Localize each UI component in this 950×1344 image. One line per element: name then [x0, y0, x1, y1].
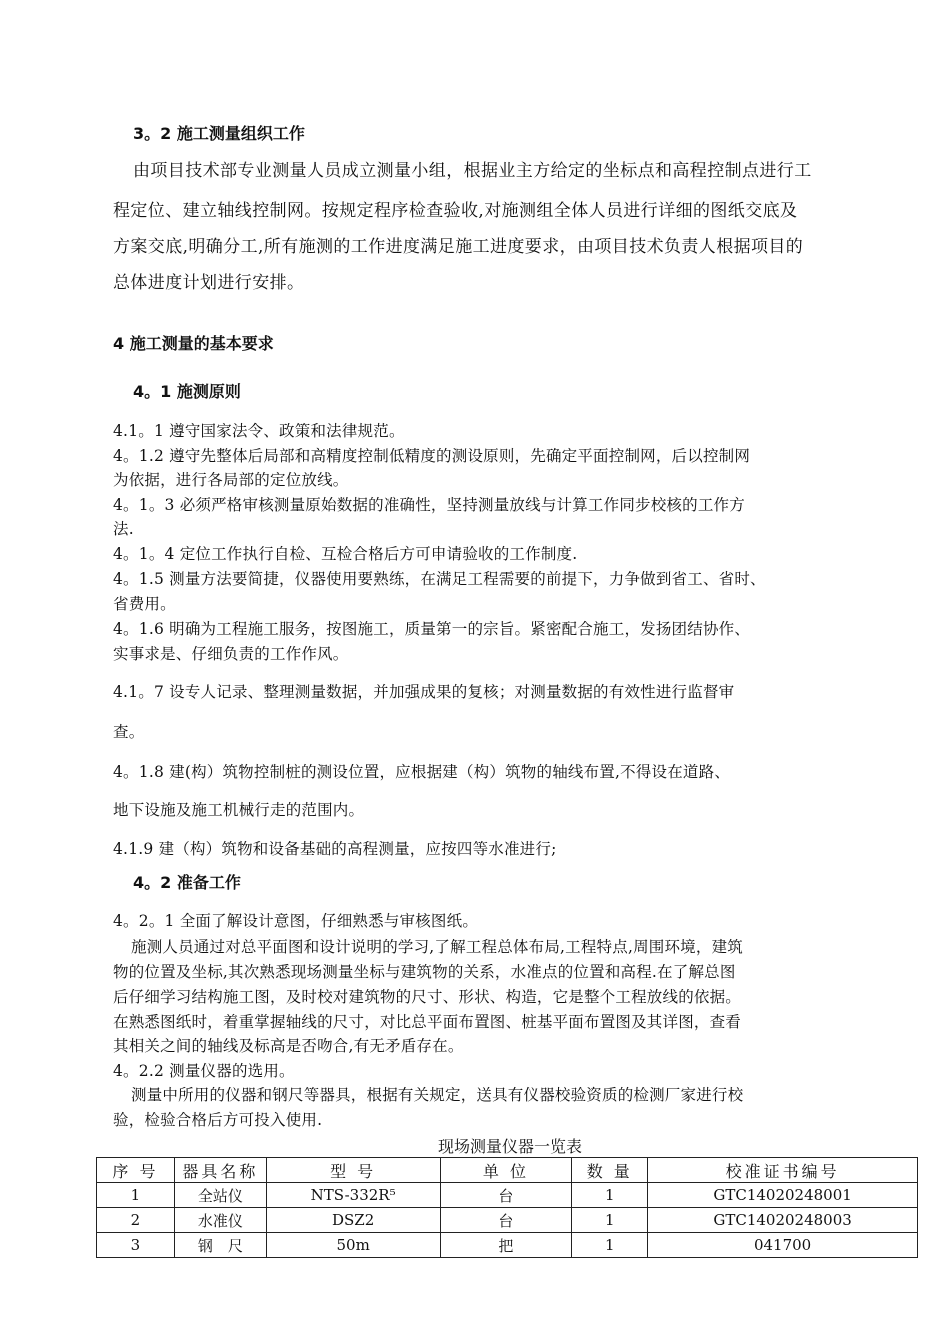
- paragraph-line: 4。1.2 遵守先整体后局部和高精度控制低精度的测设原则，先确定平面控制网，后以控制网: [113, 447, 751, 465]
- paragraph-line: 省费用。: [113, 595, 176, 613]
- section-3-2-heading: 3。2 施工测量组织工作: [133, 124, 305, 143]
- paragraph-line: 地下设施及施工机械行走的范围内。: [113, 801, 365, 819]
- paragraph-line: 在熟悉图纸时，着重掌握轴线的尺寸，对比总平面布置图、桩基平面布置图及其详图，查看: [113, 1013, 742, 1031]
- paragraph-line: 4。1.5 测量方法要简捷，仪器使用要熟练，在满足工程需要的前提下，力争做到省工、省时、: [113, 570, 766, 588]
- paragraph-line: 4。1。4 定位工作执行自检、互检合格后方可申请验收的工作制度.: [113, 545, 578, 563]
- table-cell: 台: [440, 1208, 572, 1233]
- paragraph-line: 施测人员通过对总平面图和设计说明的学习,了解工程总体布局,工程特点,周围环境，建筑: [131, 938, 743, 956]
- header-cell: 序 号: [97, 1158, 175, 1183]
- table-row: [97, 1233, 918, 1258]
- table-cell: 水准仪: [174, 1208, 266, 1233]
- paragraph-line: 验，检验合格后方可投入使用.: [113, 1111, 323, 1129]
- paragraph-line: 测量中所用的仪器和钢尺等器具，根据有关规定，送具有仪器校验资质的检测厂家进行校: [131, 1086, 744, 1104]
- table-cell: 钢 尺: [174, 1233, 266, 1258]
- paragraph-line: 法.: [113, 520, 134, 538]
- table-cell: 2: [97, 1208, 175, 1233]
- paragraph-line: 其相关之间的轴线及标高是否吻合,有无矛盾存在。: [113, 1037, 464, 1055]
- table-cell: DSZ2: [266, 1208, 440, 1233]
- paragraph-line: 查。: [113, 723, 145, 741]
- paragraph-line: 4.1。1 遵守国家法令、政策和法律规范。: [113, 422, 405, 440]
- instrument-table: [96, 1157, 918, 1258]
- table-cell: NTS-332R⁵: [266, 1183, 440, 1208]
- paragraph-line: 物的位置及坐标,其次熟悉现场测量坐标与建筑物的关系，水准点的位置和高程.在了解总图: [113, 963, 736, 981]
- section-4-heading: 4 施工测量的基本要求: [113, 334, 274, 353]
- paragraph-line: 4。2.2 测量仪器的选用。: [113, 1062, 295, 1080]
- header-cell: 数 量: [572, 1158, 648, 1183]
- paragraph-line: 4。1。3 必须严格审核测量原始数据的准确性，坚持测量放线与计算工作同步校核的工作方: [113, 496, 745, 514]
- table-cell: 1: [572, 1208, 648, 1233]
- paragraph-line: 总体进度计划进行安排。: [113, 273, 305, 293]
- paragraph-line: 实事求是、仔细负责的工作作风。: [113, 645, 349, 663]
- table-row: [97, 1183, 918, 1208]
- table-cell: 1: [572, 1233, 648, 1258]
- table-cell: 1: [97, 1183, 175, 1208]
- paragraph-line: 4.1。7 设专人记录、整理测量数据，并加强成果的复核；对测量数据的有效性进行监督审: [113, 683, 735, 701]
- table-cell: GTC14020248003: [648, 1208, 918, 1233]
- table-cell: 全站仪: [174, 1183, 266, 1208]
- table-caption: 现场测量仪器一览表: [437, 1137, 582, 1156]
- table-cell: 把: [440, 1233, 572, 1258]
- table-cell: 3: [97, 1233, 175, 1258]
- table-cell: GTC14020248001: [648, 1183, 918, 1208]
- paragraph-line: 由项目技术部专业测量人员成立测量小组，根据业主方给定的坐标点和高程控制点进行工: [133, 161, 812, 181]
- paragraph-line: 方案交底,明确分工,所有施测的工作进度满足施工进度要求，由项目技术负责人根据项目的: [113, 237, 804, 257]
- header-cell: 器具名称: [174, 1158, 266, 1183]
- paragraph-line: 4。1.8 建(构）筑物控制桩的测设位置，应根据建（构）筑物的轴线布置,不得设在道路、: [113, 763, 731, 781]
- header-cell: 单 位: [440, 1158, 572, 1183]
- header-cell: 型 号: [266, 1158, 440, 1183]
- table-cell: 1: [572, 1183, 648, 1208]
- paragraph-line: 程定位、建立轴线控制网。按规定程序检查验收,对施测组全体人员进行详细的图纸交底及: [113, 201, 798, 221]
- paragraph-line: 后仔细学习结构施工图，及时校对建筑物的尺寸、形状、构造，它是整个工程放线的依据。: [113, 988, 742, 1006]
- table-header-row: [97, 1158, 918, 1183]
- paragraph-line: 为依据，进行各局部的定位放线。: [113, 471, 349, 489]
- table-cell: 50m: [266, 1233, 440, 1258]
- section-4-2-heading: 4。2 准备工作: [133, 873, 241, 892]
- section-4-1-heading: 4。1 施测原则: [133, 382, 241, 401]
- table-cell: 041700: [648, 1233, 918, 1258]
- paragraph-line: 4。2。1 全面了解设计意图，仔细熟悉与审核图纸。: [113, 912, 479, 930]
- paragraph-line: 4。1.6 明确为工程施工服务，按图施工，质量第一的宗旨。紧密配合施工，发扬团结协作、: [113, 620, 751, 638]
- paragraph-line: 4.1.9 建（构）筑物和设备基础的高程测量，应按四等水准进行;: [113, 840, 557, 858]
- header-cell: 校准证书编号: [648, 1158, 918, 1183]
- table-cell: 台: [440, 1183, 572, 1208]
- table-row: [97, 1208, 918, 1233]
